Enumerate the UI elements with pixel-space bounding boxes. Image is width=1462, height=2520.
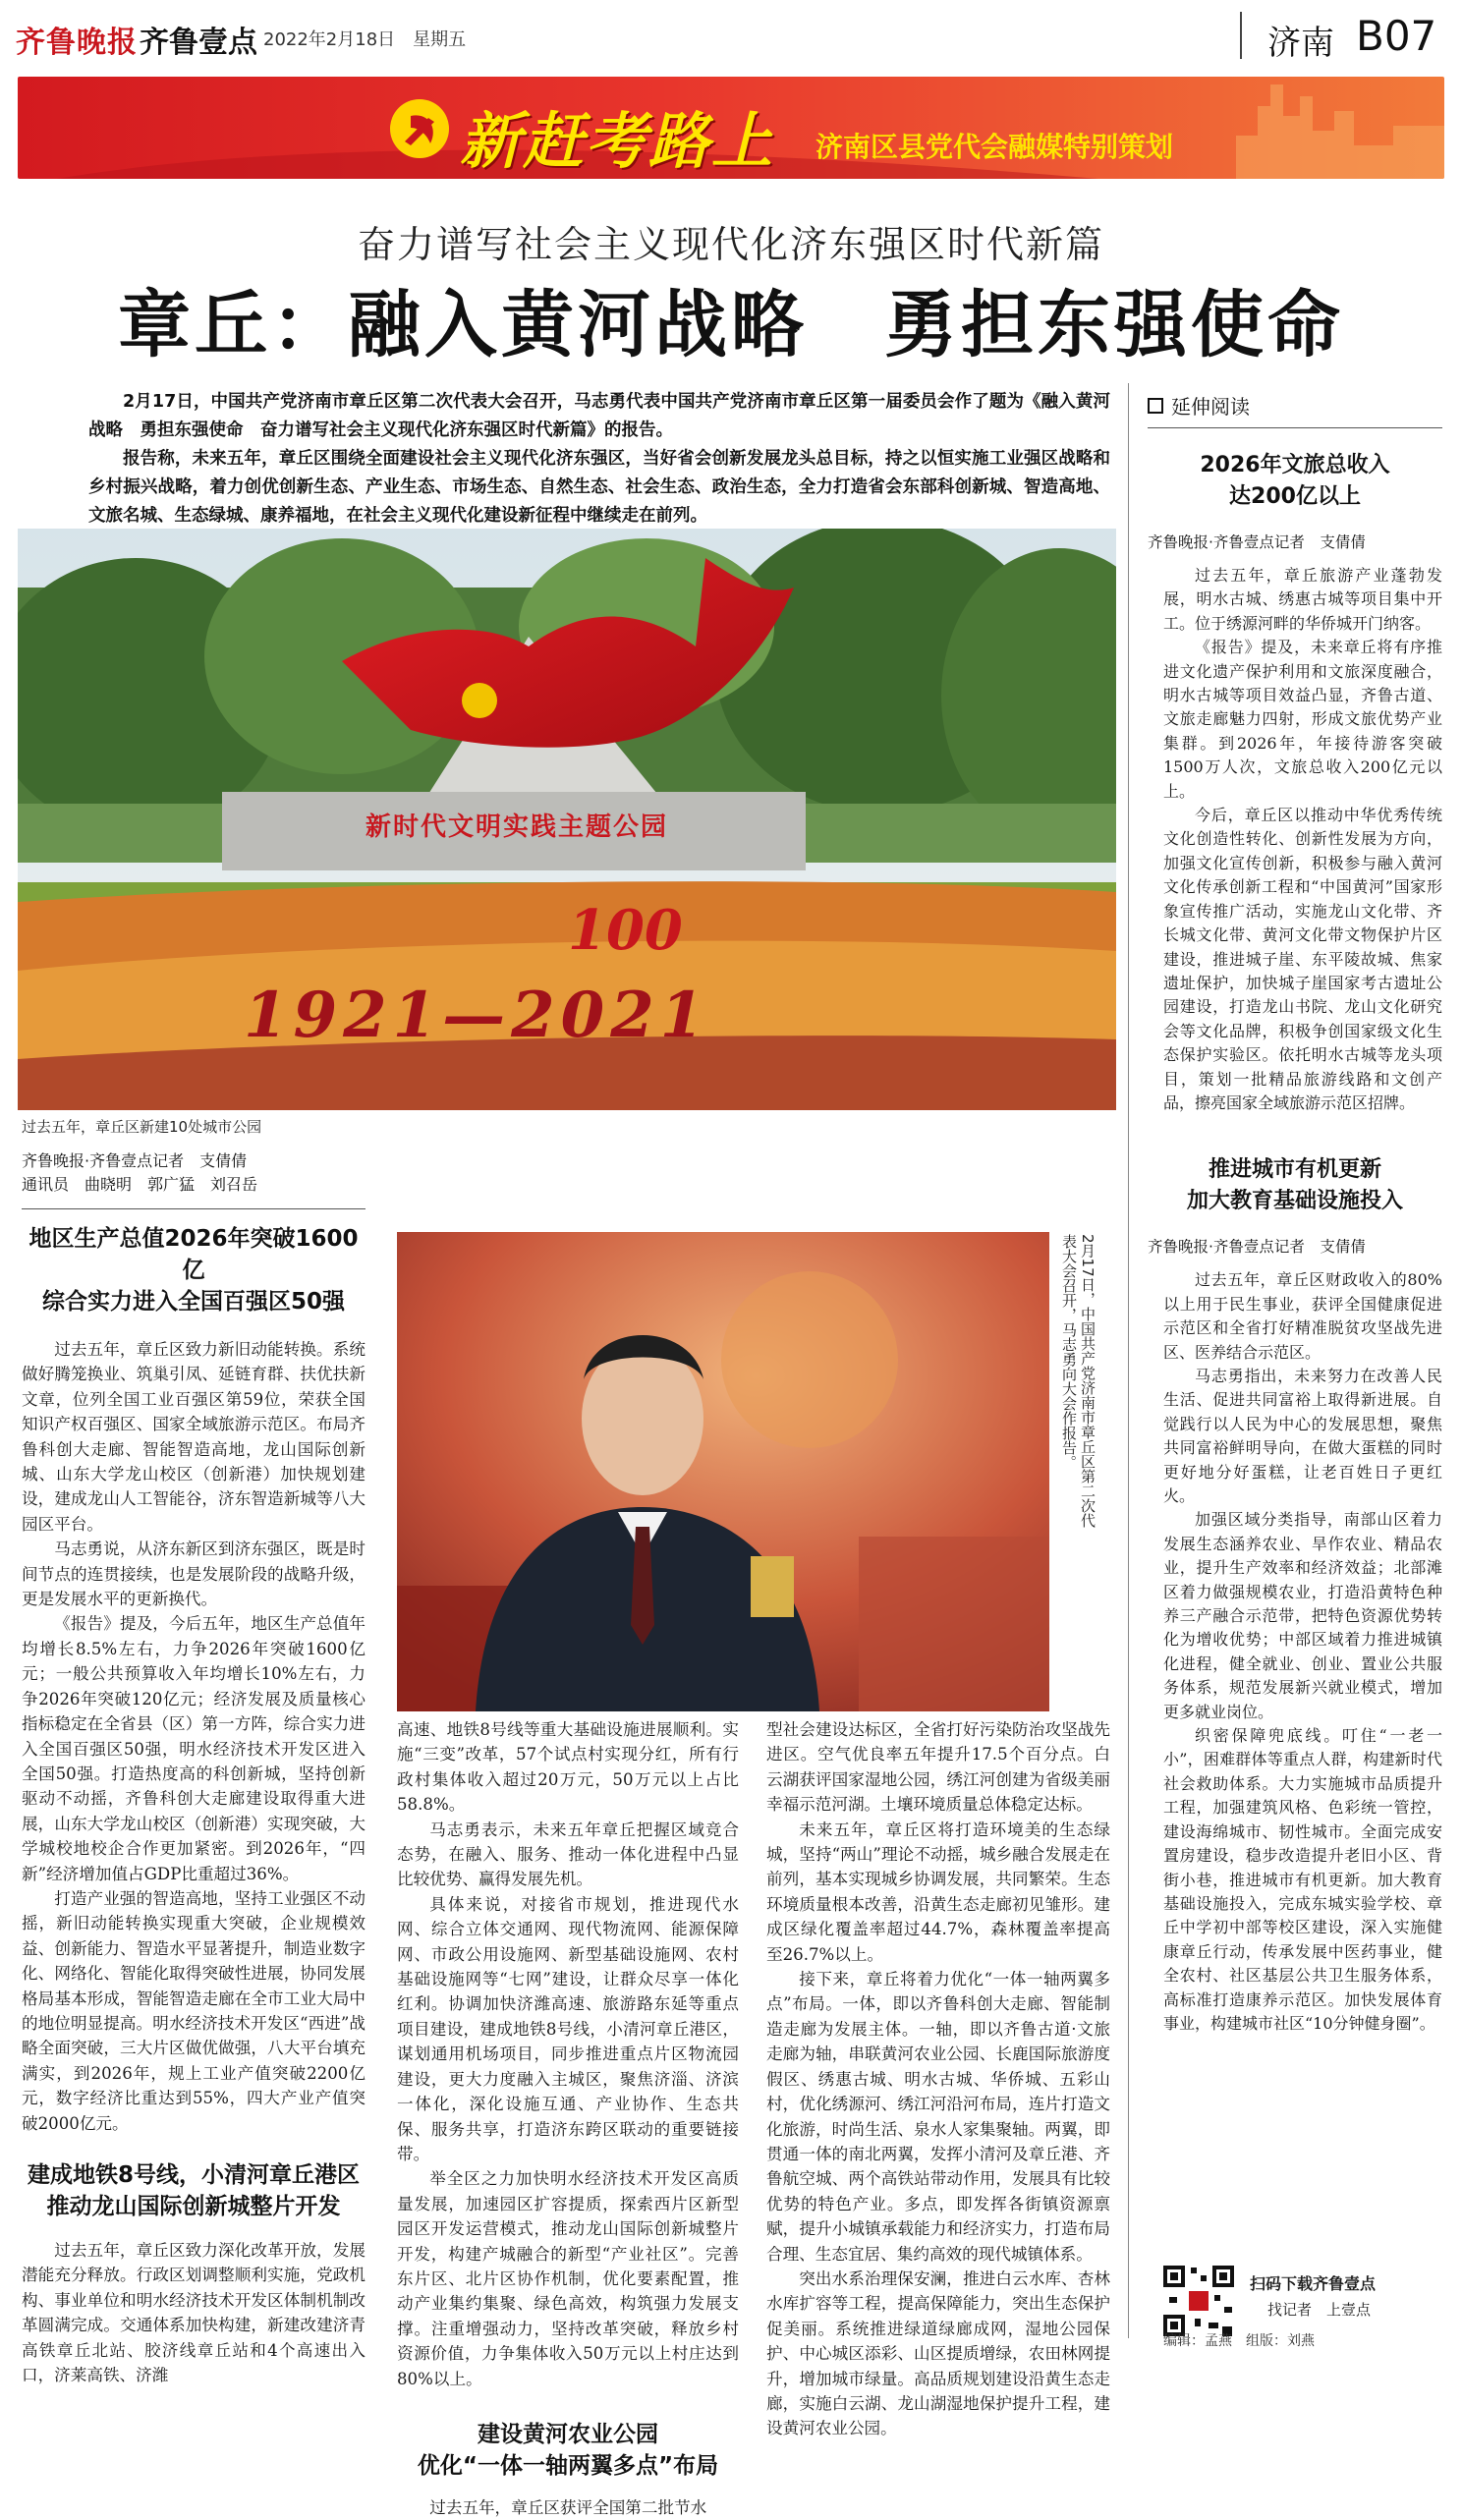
speaker-photo [397,1232,1049,1711]
page-number: B07 [1356,12,1437,60]
editor-credits: 编辑：孟燕 组版：刘燕 [1163,2333,1315,2349]
flower-bed-100-text: 100 [568,898,683,963]
qr-code-icon[interactable] [1159,2262,1238,2340]
brand-name-qilu-evening: 齐鲁晚报 [16,26,138,60]
paragraph: 过去五年，章丘区致力新旧动能转换。系统做好腾笼换业、筑巢引凤、延链育群、扶优扶新文章，位列全国工业百强区第59位，荣获全国知识产权百强区、国家全域旅游示范区。布局齐鲁科创大走廊、智能智造高地，龙山国际创新城、山东大学龙山校区（创新港）加快规划建设，建成龙山人工智能谷，济东智造新城等八大园区平台。 [22,1340,366,1534]
byline-divider [22,1208,366,1209]
sidebar-urban-body [1148,1268,1442,2036]
paragraph: 突出水系治理保安澜，推进白云水库、杏林水库扩容等工程，提高保障能力，突出生态保护促美丽。系统推进绿道绿廊成网，湿地公园保护、中心城区添彩、山区提质增绿，农田林网提升，增加城市绿量。高品质规划建设沿黄生态走廊，实施白云湖、龙山湖湿地保护提升工程，建设黄河农业公园。 [766,2268,1110,2438]
left-column [22,1149,366,2387]
paragraph: 今后，章丘区以推动中华优秀传统文化创造性转化、创新性发展为方向，加强文化宣传创新，积极参与融入黄河文化传承创新工程和“中国黄河”国家形象宣传推广活动，实施龙山文化带、齐长城文化带、黄河文化带文物保护片区建设，推进城子崖、东平陵故城、焦家遗址保护，加快城子崖国家考古遗址公园建设，打造龙山书院、龙山文化研究会等文化品牌，积极争创国家级文化生态保护实验区。依托明水古城等龙头项目，策划一批精品旅游线路和文创产品，擦亮国家全域旅游示范区招牌。 [1163,806,1442,1112]
blurred-emblem-icon [721,1271,898,1448]
section-title-metro: 建成地铁8号线，小清河章丘港区 推动龙山国际创新城整片开发 [27,2162,360,2219]
paragraph: 《报告》提及，未来章丘将有序推进文化遗产保护利用和文旅深度融合，明水古城等项目效益凸显，齐鲁古道、文旅走廊魅力四射，形成文旅优势产业集群。到2026年，年接待游客突破1500万人次，文旅总收入200亿元以上。 [1163,638,1442,801]
section-yellow-river-body [397,2495,739,2520]
section-gdp-body [22,1337,366,2136]
skyline-silhouette-icon [1236,84,1444,179]
paragraph: 过去五年，章丘旅游产业蓬勃发展，明水古城、绣惠古城等项目集中开工。位于绣源河畔的华侨城开门纳客。 [1163,566,1442,633]
middle-column-body [397,1717,739,2391]
speaker-face [582,1342,703,1495]
masthead [0,0,1462,71]
sidebar-tourism-body [1148,564,1442,1115]
article-headline: 章丘：融入黄河战略 勇担东强使命 [118,283,1344,367]
sidebar-byline-2: 齐鲁晚报·齐鲁壹点记者 支倩倩 [1148,1238,1366,1257]
sidebar-label: 延伸阅读 [1171,395,1250,419]
article-kicker: 奋力谱写社会主义现代化济东强区时代新篇 [357,223,1104,266]
paragraph: 过去五年，章丘区财政收入的80%以上用于民生事业，获评全国健康促进示范区和全省打好精准脱贫攻坚战先进区、医养结合示范区。 [1163,1270,1442,1362]
section-title-gdp: 地区生产总值2026年突破1600亿 综合实力进入全国百强区50强 [28,1226,359,1315]
party-emblem-icon [389,98,450,159]
paragraph: 织密保障兜底线。叮住“一老一小”，困难群体等重点人群，构建新时代社会救助体系。大力实施城市品质提升工程，加强建筑风格、色彩统一管控，建设海绵城市、韧性城市。全面完成安置房建设，稳步改造提升老旧小区、背街小巷，推进城市有机更新。加大教育基础设施投入，完成东城实验学校、章丘中学初中部等校区建设，深入实施健康章丘行动，传承发展中医药事业，健全农村、社区基层公共卫生服务体系，高标准打造康养示范区。加快发展体育事业，构建城市社区“10分钟健身圈”。 [1163,1726,1442,2033]
park-photo-caption: 过去五年，章丘区新建10处城市公园 [22,1118,262,1136]
sidebar-title-urban: 推进城市有机更新 加大教育基础设施投入 [1186,1157,1403,1214]
banner-title: 新赶考路上 [460,105,775,177]
masthead-divider [1240,12,1242,59]
paragraph: 型社会建设达标区，全省打好污染防治攻坚战先进区。空气优良率五年提升17.5个百分点。白云湖获评国家湿地公园，绣江河创建为省级美丽幸福示范河湖。土壤环境质量总体稳定达标。 [766,1720,1110,1815]
special-report-banner [18,77,1444,179]
article-lead [88,388,1110,531]
edition-city: 济南 [1267,24,1334,63]
third-column-body [766,1717,1110,2441]
paragraph: 《报告》提及，今后五年，地区生产总值年均增长8.5%左右，力争2026年突破1600亿元；一般公共预算收入年均增长10%左右，力争2026年突破120亿元；经济发展及质量核心指标稳定在全省县（区）第一方阵，综合实力进入全国百强区50强，明水经济技术开发区进入全国50强。打造热度高的科创新城，坚持创新驱动不动摇，齐鲁科创大走廊建设取得重大进展，山东大学龙山校区（创新港）实现突破，大学城校地校企合作更加紧密。到2026年，“四新”经济增加值占GDP比重超过36%。 [22,1614,366,1883]
brand-name-qilu-yidian: 齐鲁壹点 [140,26,257,60]
paragraph: 打造产业强的智造高地，坚持工业强区不动摇，新旧动能转换实现重大突破，企业规模效益、创新能力、智造水平显著提升，制造业数字化、网络化、智能化取得突破性进展，协同发展格局基本形成，智能智造走廊在全市工业大局中的地位明显提高。明水经济技术开发区“西进”战略全面突破，三大片区做优做强，八大平台填充满实，到2026年，规上工业产值突破2200亿元，数字经济比重达到55%，四大产业产值突破2000亿元。 [22,1888,366,2133]
byline: 齐鲁晚报·齐鲁壹点记者 支倩倩 [22,1151,248,1170]
paragraph: 未来五年，章丘区将打造环境美的生态绿城，坚持“两山”理论不动摇，城乡融合发展走在前列，基本实现城乡协调发展，共同繁荣。生态环境质量根本改善，沿黄生态走廊初见雏形。建成区绿化覆盖率超过44.7%，森林覆盖率提高至26.7%以上。 [766,1820,1110,1964]
paragraph: 加强区域分类指导，南部山区着力发展生态涵养农业、旱作农业、精品农业，提升生产效率和经济效益；北部滩区着力做强规模农业，打造沿黄特色种养三产融合示范带，把特色资源优势转化为增收优势；中部区域着力推进城镇化进程，健全就业、创业、置业公共服务体系，规范发展新兴就业模式，增加更多就业岗位。 [1163,1510,1442,1721]
paragraph: 高速、地铁8号线等重大基础设施进展顺利。实施“三变”改革，57个试点村实现分红，所有行政村集体收入超过20万元，50万元以上占比58.8%。 [397,1720,739,1815]
banner-subtitle: 济南区县党代会融媒特别策划 [815,131,1174,163]
paragraph: 过去五年，章丘区获评全国第二批节水 [429,2497,707,2517]
paragraph: 马志勇说，从济东新区到济东强区，既是时间节点的连贯接续，也是发展阶段的战略升级，更是发展水平的更新换代。 [22,1540,366,1609]
sidebar-title-tourism: 2026年文旅总收入 达200亿以上 [1200,453,1390,509]
byline-correspondents: 通讯员 曲晓明 郭广猛 刘召岳 [22,1175,258,1194]
speaker-photo-caption: 2月17日，中国共产党济南市章丘区第二次代表大会召开，马志勇向大会作报告。 [1060,1234,1096,1528]
weekday-text: 星期五 [413,29,467,50]
speaker-photo-illustration [397,1232,1049,1711]
sidebar [1148,391,1442,2036]
paragraph: 具体来说，对接省市规划，推进现代水网、综合立体交通网、现代物流网、能源保障网、市政公用设施网、新型基础设施网、农村基础设施网等“七网”建设，让群众尽享一体化红利。协调加快济潍高速、旅游路东延等重点项目建设，建成地铁8号线，小清河章丘港区，谋划通用机场项目，同步推进重点片区物流园建设，更大力度融入主城区，聚焦济淄、济滨一体化，深化设施互通、产业协作、生态共保、服务共享，打造济东跨区联动的重要链接带。 [397,1894,739,2163]
box-icon [1148,398,1163,414]
section-metro-body [22,2238,366,2387]
lead-paragraph-1: 2月17日，中国共产党济南市章丘区第二次代表大会召开，马志勇代表中国共产党济南市章丘区第一届委员会作了题为《融入黄河战略 勇担东强使命 奋力谱写社会主义现代化济东强区时代新篇》的报告。 [88,392,1110,440]
sidebar-divider [1128,383,1129,2338]
lead-paragraph-2: 报告称，未来五年，章丘区围绕全面建设社会主义现代化济东强区，当好省会创新发展龙头总目标，持之以恒实施工业强区战略和乡村振兴战略，着力创优创新生态、产业生态、市场生态、自然生态、社会生态、政治生态，全力打造省会东部科创新城、智造高地、文旅名城、生态绿城、康养福地，在社会主义现代化建设新征程中继续走在前列。 [88,449,1110,526]
paragraph: 举全区之力加快明水经济技术开发区高质量发展，加速园区扩容提质，探索西片区新型园区开发运营模式，推动龙山国际创新城整片开发，构建产城融合的新型“产业社区”。完善东片区、北片区协作机制，优化要素配置，推动产业集约集聚、绿色高效，构筑强力发展支撑。注重增强动力，坚持改革突破，释放乡村资源价值，力争集体收入50万元以上村庄达到80%以上。 [397,2169,739,2388]
third-column [766,1717,1110,2441]
issue-date [263,26,466,51]
sidebar-rule [1148,427,1442,428]
section-title-yellow-river: 建设黄河农业公园 优化“一体一轴两翼多点”布局 [417,2421,719,2479]
qr-sublabel: 找记者 上壹点 [1267,2301,1372,2319]
sidebar-byline-1: 齐鲁晚报·齐鲁壹点记者 支倩倩 [1148,533,1366,551]
paragraph: 马志勇表示，未来五年章丘把握区域竞合态势，在融入、服务、推动一体化进程中凸显比较优势、赢得发展先机。 [397,1820,739,1889]
qr-label: 扫码下载齐鲁壹点 [1250,2274,1377,2293]
park-photo [18,529,1116,1110]
emblem-on-flag-icon [462,683,497,718]
park-sign-text: 新时代文明实践主题公园 [365,812,668,842]
flower-bed-years-text: 1921—2021 [244,979,710,1052]
sidebar-header [1148,391,1442,420]
date-text: 2022年2月18日 [263,29,396,50]
middle-column [397,1717,739,2520]
paragraph: 马志勇指出，未来努力在改善人民生活、促进共同富裕上取得新进展。自觉践行以人民为中心的发展思想，聚焦共同富裕鲜明导向，在做大蛋糕的同时更好地分好蛋糕，让老百姓日子更红火。 [1163,1366,1442,1505]
paragraph: 接下来，章丘将着力优化“一体一轴两翼多点”布局。一体，即以齐鲁科创大走廊、智能制造走廊为发展主体。一轴，即以齐鲁古道·文旅走廊为轴，串联黄河农业公园、长鹿国际旅游度假区、绣惠古城、明水古城、华侨城、五彩山村，优化绣源河、绣江河沿河布局，连片打造文化旅游，时尚生活、泉水人家集聚轴。两翼，即贯通一体的南北两翼，发挥小清河及章丘港、齐鲁航空城、两个高铁站带动作用，发展具有比较优势的特色产业。多点，即发挥各街镇资源禀赋，提升小城镇承载能力和经济实力，打造布局合理、生态宜居、集约高效的现代城镇体系。 [766,1970,1110,2264]
paragraph: 过去五年，章丘区致力深化改革开放，发展潜能充分释放。行政区划调整顺利实施，党政机构、事业单位和明水经济技术开发区体制机制改革圆满完成。交通体系加快构建，新建改建济青高铁章丘北站、胶济线章丘站和4个高速出入口，济莱高铁、济潍 [22,2241,366,2385]
delegate-badge [751,1556,794,1617]
